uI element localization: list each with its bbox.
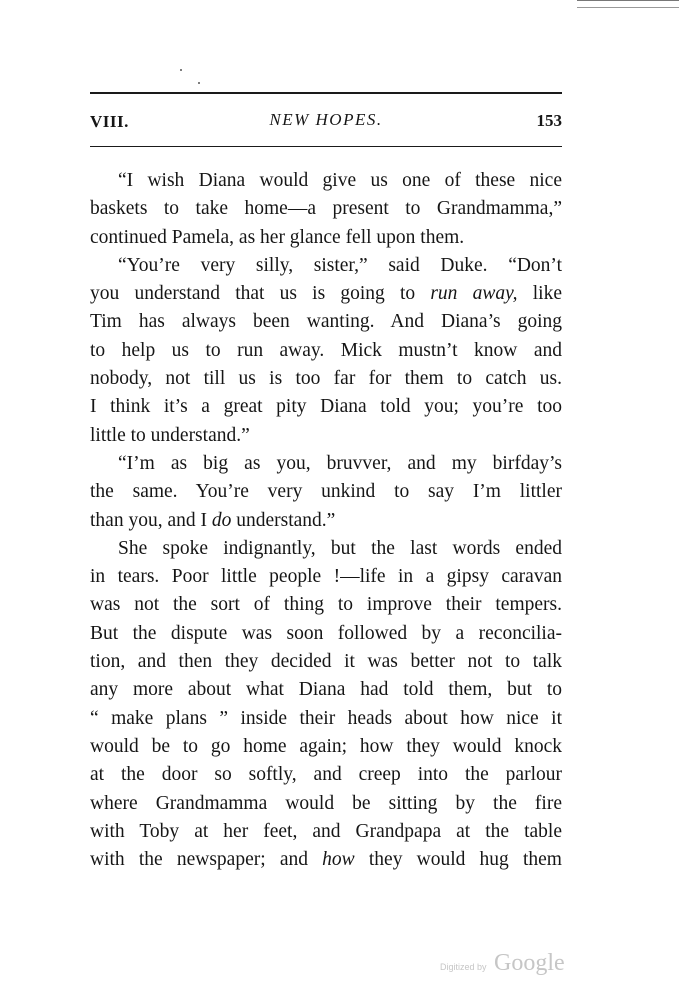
speck [180, 69, 182, 71]
corner-rule [577, 0, 679, 8]
text-line [90, 591, 562, 619]
text-line [90, 761, 562, 789]
text-line [90, 478, 562, 506]
text-run: Tim has always been wanting. And Diana’s going [90, 311, 562, 333]
text-line [90, 846, 562, 874]
text-line [90, 252, 562, 280]
text-run: baskets to take home—a present to Grandmamma,” [90, 198, 562, 220]
text-line [90, 422, 562, 450]
text-line [90, 705, 562, 733]
text-run: any more about what Diana had told them, but to [90, 679, 562, 701]
watermark-prefix: Digitized by [440, 962, 487, 972]
speck [198, 82, 200, 84]
text-run: tion, and then they decided it was better not to talk [90, 651, 562, 673]
text-run: where Grandmamma would be sitting by the fire [90, 792, 562, 814]
chapter-number: VIII. [90, 112, 129, 131]
text-run: continued Pamela, as her glance fell upon them. [90, 226, 465, 248]
text-run: nobody, not till us is too far for them to catch us. [90, 368, 562, 390]
text-line [90, 535, 562, 563]
text-line [90, 280, 562, 308]
text-line [90, 393, 562, 421]
watermark-brand: Google [494, 950, 565, 976]
text-line [90, 676, 562, 704]
text-line [90, 507, 562, 535]
text-run: understand.” [231, 509, 336, 531]
text-run: She spoke indignantly, but the last words ended [118, 537, 562, 559]
page-number: 153 [536, 111, 562, 130]
italic-text: how [322, 849, 355, 871]
text-run: like [517, 283, 562, 305]
text-line [90, 365, 562, 393]
top-rule [90, 92, 562, 94]
text-run: than you, and I [90, 509, 212, 531]
text-line [90, 224, 562, 252]
text-run: they would hug them [354, 849, 562, 871]
text-line [90, 337, 562, 365]
header-rule [90, 146, 562, 147]
running-header [90, 110, 562, 136]
text-run: “I’m as big as you, bruvver, and my birfday’s [118, 452, 562, 474]
text-line [90, 308, 562, 336]
running-title: NEW HOPES. [269, 110, 383, 129]
text-run: would be to go home again; how they would knock [90, 735, 562, 757]
text-run: I think it’s a great pity Diana told you; you’re too [90, 396, 562, 418]
text-line [90, 195, 562, 223]
digitization-watermark [440, 950, 580, 980]
text-line [90, 620, 562, 648]
text-line [90, 563, 562, 591]
text-run: with the newspaper; and [90, 849, 323, 871]
text-run: with Toby at her feet, and Grandpapa at the table [90, 820, 562, 842]
text-line [90, 790, 562, 818]
text-line [90, 818, 562, 846]
text-run: at the door so softly, and creep into the parlour [90, 764, 562, 786]
text-run: you understand that us is going to [90, 283, 431, 305]
text-run: “You’re very silly, sister,” said Duke. “Don’t [118, 254, 562, 276]
text-line [90, 167, 562, 195]
text-run: the same. You’re very unkind to say I’m littler [90, 481, 562, 503]
italic-text: do [211, 509, 232, 531]
text-run: “I wish Diana would give us one of these nice [118, 170, 562, 191]
text-run: But the dispute was soon followed by a reconcilia- [90, 622, 562, 644]
italic-text: run away, [430, 283, 518, 305]
text-line [90, 648, 562, 676]
text-run: was not the sort of thing to improve their tempers. [90, 594, 562, 616]
text-line [90, 733, 562, 761]
text-run: little to understand.” [90, 424, 250, 446]
text-run: “ make plans ” inside their heads about how nice it [90, 707, 562, 729]
text-line [90, 450, 562, 478]
body-text [90, 167, 562, 874]
text-run: to help us to run away. Mick mustn’t know and [90, 339, 562, 361]
text-run: in tears. Poor little people !—life in a gipsy caravan [90, 566, 562, 588]
